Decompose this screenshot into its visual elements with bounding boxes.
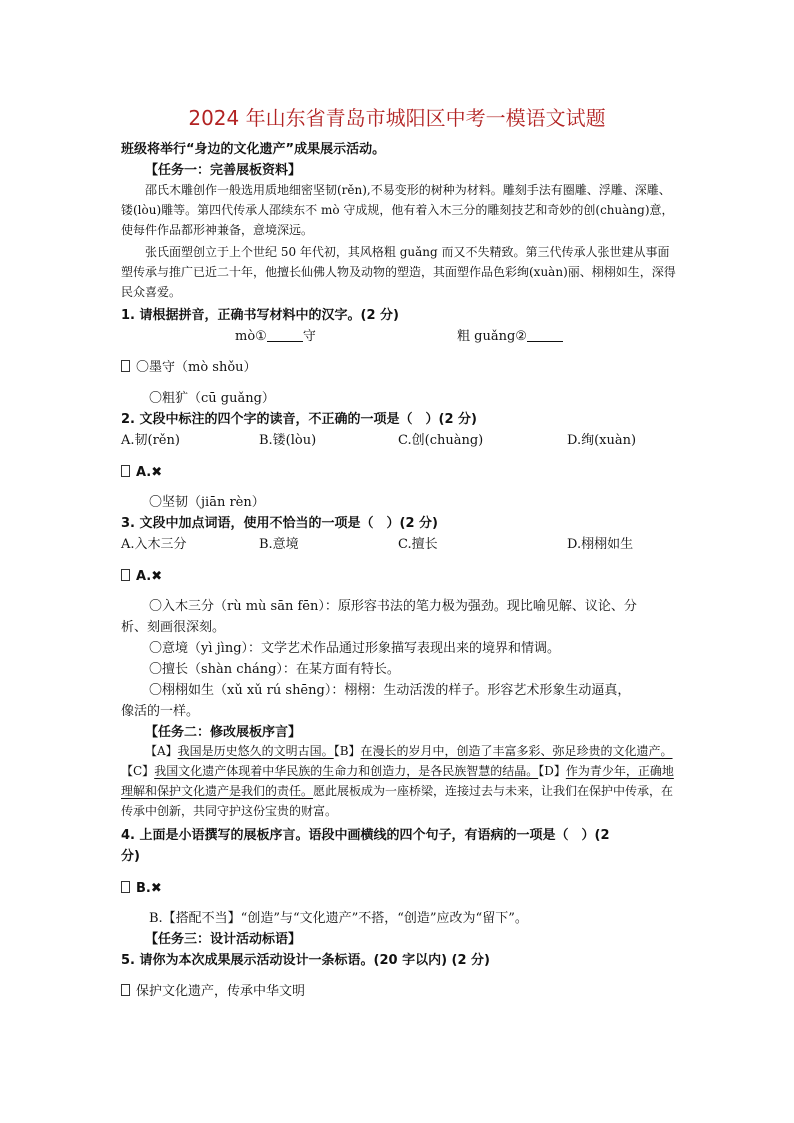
q3-option-a: A.入木三分 <box>121 537 187 552</box>
q3-option-d: D.栩栩如生 <box>567 537 634 552</box>
q1-blank-1-prefix: mò① <box>235 329 267 344</box>
question-5: 5. 请你为本次成果展示活动设计一条标语。(20 字以内) (2 分) <box>121 953 490 968</box>
q2-answer-text: A.✖ <box>136 465 163 480</box>
sentence-d: 作为青少年，正确地理解和保护文化遗产是我们的责任。 <box>121 764 674 798</box>
q2-option-c: C.创(chuàng) <box>398 433 484 448</box>
task1-paragraph-1: 邵氏木雕创作一般选用质地细密坚韧(rěn),不易变形的树种为材料。雕刻手法有圈雕、浮雕、深雕、镂(lòu)雕等。第四代传承人邵续东不 mò 守成规，他有着入木三分的雕刻技艺和奇妙的创(chuàng)意，使每件作品都形神兼备，意境深远。 <box>121 183 674 237</box>
q1-blank-1 <box>235 328 316 346</box>
q1-answer-2: 〇粗犷（cū guǎng） <box>149 391 275 406</box>
question-4-line-1: 4. 上面是小语撰写的展板序言。语段中画横线的四个句子，有语病的一项是（ ）(2 <box>121 828 610 843</box>
q2-option-b: B.镂(lòu) <box>259 433 317 448</box>
answer-box-icon <box>121 360 130 372</box>
q1-blank-1-line <box>267 329 303 342</box>
sentence-label-b: 【B】 <box>333 744 361 758</box>
question-2: 2. 文段中标注的四个字的读音，不正确的一项是（ ）(2 分) <box>121 412 477 427</box>
intro-text: 班级将举行“身边的文化遗产”成果展示活动。 <box>121 142 386 157</box>
q2-option-d: D.绚(xuàn) <box>567 433 637 448</box>
q1-answer-1 <box>121 359 257 377</box>
q3-explain-1b: 析、刻画很深刻。 <box>121 620 226 635</box>
q3-answer <box>121 567 162 586</box>
question-3: 3. 文段中加点词语，使用不恰当的一项是（ ）(2 分) <box>121 516 438 531</box>
sentence-label-c: 【C】 <box>121 764 155 778</box>
sentence-c: 我国文化遗产体现着中华民族的生命力和创造力，是各民族智慧的结晶。 <box>154 764 539 778</box>
sentence-tail: 愿此展板成为一座桥梁，连接过去与未来，让我们在保护中传承，在传承中创新，共同守护这份宝贵的财富。 <box>121 784 674 818</box>
task1-paragraph-2: 张氏面塑创立于上个世纪 50 年代初，其风格粗 guǎng 而又不失精致。第三代传承人张世建从事面塑传承与推广已近二十年，他擅长仙佛人物及动物的塑造，其面塑作品色彩绚(xuàn)丽、栩栩如生，深得民众喜爱。 <box>121 245 676 299</box>
answer-box-icon <box>121 569 130 581</box>
task2-heading: 【任务二：修改展板序言】 <box>145 725 302 740</box>
q2-explain: 〇坚韧（jiān rèn） <box>149 495 265 510</box>
task1-heading: 【任务一：完善展板资料】 <box>145 163 302 178</box>
q4-answer-text: B.✖ <box>136 881 162 896</box>
q2-option-a: A.韧(rěn) <box>121 433 180 448</box>
q3-explain-3: 〇擅长（shàn cháng）：在某方面有特长。 <box>149 662 400 677</box>
answer-box-icon <box>121 881 130 893</box>
q3-answer-text: A.✖ <box>136 569 163 584</box>
question-1: 1. 请根据拼音，正确书写材料中的汉字。(2 分) <box>121 308 399 323</box>
q3-explain-1a: 〇入木三分（rù mù sān fēn）：原形容书法的笔力极为强劲。现比喻见解、议论、分 <box>149 599 637 614</box>
q2-answer <box>121 463 162 482</box>
sentence-a: 我国是历史悠久的文明古国。 <box>177 744 334 758</box>
page-title: 2024 年山东省青岛市城阳区中考一模语文试题 <box>188 106 606 130</box>
task3-heading: 【任务三：设计活动标语】 <box>145 932 302 947</box>
q4-answer <box>121 879 162 898</box>
q1-blank-2-prefix: 粗 guǎng② <box>457 329 527 344</box>
q3-explain-4b: 像活的一样。 <box>121 704 200 719</box>
q1-answer-1-text: 〇墨守（mò shǒu） <box>136 360 257 375</box>
q1-blank-2 <box>457 328 563 346</box>
answer-box-icon <box>121 465 130 477</box>
q5-answer <box>121 983 305 1001</box>
q4-explain: B.【搭配不当】“创造”与“文化遗产”不搭，“创造”应改为“留下”。 <box>149 911 528 926</box>
q3-explain-4a: 〇栩栩如生（xǔ xǔ rú shēng）：栩栩：生动活泼的样子。形容艺术形象生动逼真， <box>149 683 631 698</box>
q3-option-c: C.擅长 <box>398 537 438 552</box>
q3-option-b: B.意境 <box>259 537 299 552</box>
sentence-label-d: 【D】 <box>538 764 566 778</box>
q1-blank-1-suffix: 守 <box>302 329 316 344</box>
sentence-label-a: 【A】 <box>145 744 178 758</box>
question-4-line-2: 分) <box>121 849 140 864</box>
answer-box-icon <box>121 984 130 996</box>
sentence-b: 在漫长的岁月中，创造了丰富多彩、弥足珍贵的文化遗产。 <box>360 744 673 758</box>
q1-blank-2-line <box>527 329 563 342</box>
q5-answer-text: 保护文化遗产，传承中华文明 <box>136 984 306 999</box>
task2-paragraph <box>121 741 681 821</box>
q3-explain-2: 〇意境（yì jìng）：文学艺术作品通过形象描写表现出来的境界和情调。 <box>149 641 561 656</box>
